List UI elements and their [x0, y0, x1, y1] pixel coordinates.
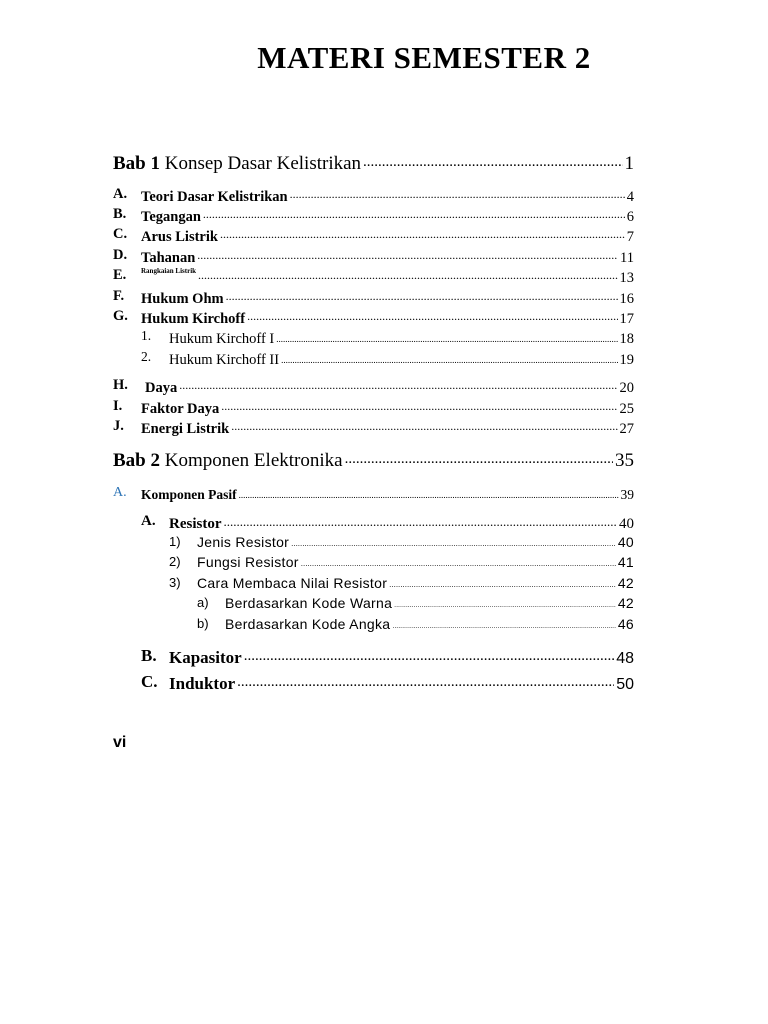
toc-entry-resistor[interactable]: [169, 513, 634, 533]
toc-entry-kirchoff-1[interactable]: [169, 328, 634, 348]
page-title: MATERI SEMESTER 2: [257, 40, 591, 75]
dot-leader: [276, 328, 617, 343]
entry-label: Berdasarkan Kode Warna: [225, 595, 393, 611]
dot-leader: [291, 533, 616, 547]
item-marker: 2.: [141, 349, 152, 364]
item-marker: a): [197, 595, 209, 610]
item-marker: b): [197, 616, 209, 631]
item-marker: H.: [113, 377, 128, 393]
toc-entry-kapasitor[interactable]: [169, 646, 634, 668]
dot-leader: [231, 418, 617, 433]
dot-leader: [226, 288, 618, 303]
page-number: 11: [620, 249, 634, 266]
entry-label: Resistor: [169, 516, 222, 532]
page-number: 48: [616, 650, 634, 667]
page-number: 1: [624, 153, 634, 174]
toc-entry-kirchoff[interactable]: [141, 308, 634, 328]
entry-label: Induktor: [169, 674, 236, 693]
toc-entry-tegangan[interactable]: [141, 206, 634, 226]
entry-label: Rangkaian Listrik: [141, 267, 197, 275]
page-number: 40: [619, 516, 634, 532]
item-marker: 3): [169, 575, 181, 590]
entry-label: Hukum Kirchoff II: [169, 351, 280, 368]
entry-label: Daya: [145, 379, 178, 396]
toc-chapter-2[interactable]: [113, 447, 634, 472]
dot-leader: [237, 672, 614, 689]
toc-entry-kirchoff-2[interactable]: [169, 349, 634, 369]
dot-leader: [392, 615, 615, 629]
dot-leader: [345, 447, 613, 466]
toc-entry-induktor[interactable]: [169, 672, 634, 694]
page-number: 46: [617, 616, 634, 632]
item-marker: B.: [113, 206, 127, 222]
page-number: 35: [615, 450, 634, 471]
item-marker: 1): [169, 534, 181, 549]
dot-leader: [221, 398, 617, 413]
item-marker: C.: [141, 672, 158, 691]
toc-entry-teori[interactable]: [141, 186, 634, 206]
toc-entry-rangkaian[interactable]: [141, 267, 634, 287]
page-number: 39: [620, 486, 634, 502]
page-number: 25: [619, 400, 634, 417]
page-number: 17: [619, 310, 634, 327]
page-number: 42: [617, 575, 634, 591]
item-marker: C.: [113, 226, 128, 242]
toc-entry-fungsi-resistor[interactable]: [197, 553, 634, 570]
entry-label: Hukum Kirchoff I: [169, 330, 275, 347]
page-number: 6: [626, 208, 634, 225]
toc-entry-komponen-pasif[interactable]: [141, 485, 634, 503]
entry-label: Tahanan: [141, 249, 196, 266]
dot-leader: [203, 206, 625, 221]
dot-leader: [244, 646, 614, 663]
page-number: 7: [626, 228, 634, 245]
dot-leader: [394, 594, 616, 608]
toc-entry-faktor-daya[interactable]: [141, 398, 634, 418]
item-marker: B.: [141, 646, 157, 665]
item-marker: A.: [141, 513, 156, 529]
item-marker: I.: [113, 398, 123, 414]
dot-leader: [179, 377, 617, 392]
toc-entry-kode-warna[interactable]: [225, 594, 634, 611]
entry-label: Teori Dasar Kelistrikan: [141, 188, 288, 205]
dot-leader: [389, 574, 616, 588]
dot-leader: [220, 226, 625, 241]
toc-entry-energi[interactable]: [141, 418, 634, 438]
dot-leader: [239, 485, 619, 499]
page-number: 16: [619, 290, 634, 307]
dot-leader: [363, 150, 622, 169]
dot-leader: [197, 247, 618, 262]
entry-label: Cara Membaca Nilai Resistor: [197, 575, 388, 591]
page-number: 42: [617, 595, 634, 611]
toc-chapter-1[interactable]: [113, 150, 634, 175]
dot-leader: [290, 186, 625, 201]
item-marker: J.: [113, 418, 124, 434]
toc-entry-kode-angka[interactable]: [225, 615, 634, 632]
dot-leader: [301, 553, 616, 567]
toc-entry-arus[interactable]: [141, 226, 634, 246]
item-marker: D.: [113, 247, 128, 263]
entry-label: Kapasitor: [169, 648, 242, 667]
entry-label: Komponen Pasif: [141, 486, 237, 502]
entry-label: Hukum Kirchoff: [141, 310, 246, 327]
entry-label: Energi Listrik: [141, 420, 230, 437]
entry-label: Hukum Ohm: [141, 290, 224, 307]
chapter-title: Komponen Elektronika: [164, 450, 343, 471]
dot-leader: [247, 308, 617, 323]
toc-entry-jenis-resistor[interactable]: [197, 533, 634, 550]
item-marker: 1.: [141, 328, 152, 343]
toc-entry-tahanan[interactable]: [141, 247, 634, 267]
toc-entry-daya[interactable]: [141, 377, 634, 397]
page-number: 19: [619, 351, 634, 368]
page-number: 4: [626, 188, 634, 205]
page-number: 18: [619, 330, 634, 347]
item-marker: G.: [113, 308, 128, 324]
entry-label: Faktor Daya: [141, 400, 220, 417]
item-marker: 2): [169, 554, 181, 569]
entry-label: Berdasarkan Kode Angka: [225, 616, 391, 632]
entry-label: Fungsi Resistor: [197, 554, 299, 570]
page-number: 20: [619, 379, 634, 396]
item-marker: F.: [113, 288, 125, 304]
page-number: 41: [617, 554, 634, 570]
page-footer-number: vi: [113, 734, 127, 751]
dot-leader: [281, 349, 617, 364]
item-marker: E.: [113, 267, 127, 283]
toc-entry-ohm[interactable]: [141, 288, 634, 308]
page-number: 50: [616, 676, 634, 693]
dot-leader: [224, 513, 618, 528]
page-number: 13: [619, 269, 634, 286]
item-marker: A.: [113, 485, 127, 500]
chapter-prefix: Bab 2: [113, 450, 160, 471]
toc-entry-cara-membaca[interactable]: [197, 574, 634, 591]
chapter-prefix: Bab 1: [113, 153, 160, 174]
entry-label: Tegangan: [141, 208, 201, 225]
item-marker: A.: [113, 186, 128, 202]
page-number: 40: [617, 534, 634, 550]
entry-label: Jenis Resistor: [197, 534, 290, 550]
page-number: 27: [619, 420, 634, 437]
entry-label: Arus Listrik: [141, 228, 218, 245]
dot-leader: [198, 267, 617, 282]
chapter-title: Konsep Dasar Kelistrikan: [164, 153, 362, 174]
